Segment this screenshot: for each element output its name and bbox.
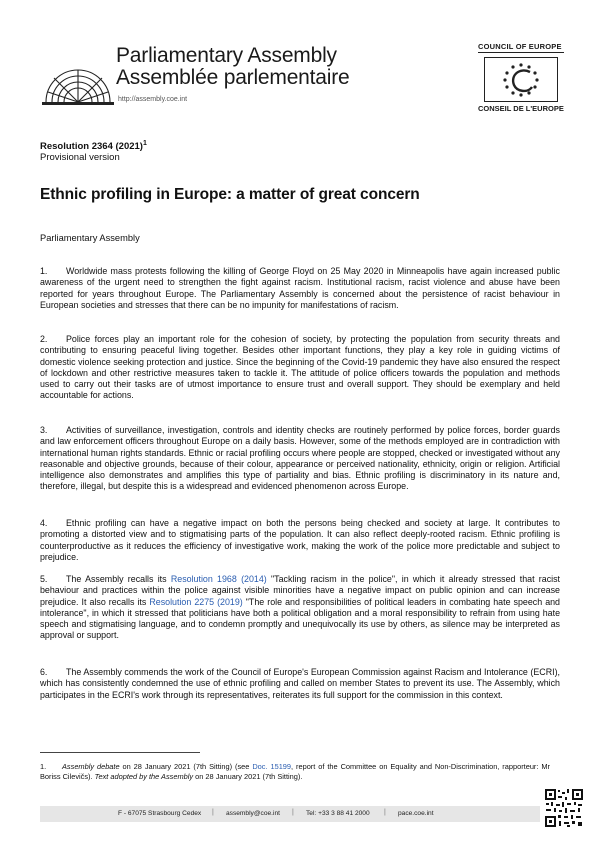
doc-15199-link[interactable]: Doc. 15199 (252, 762, 292, 771)
paragraph-2: 2. Police forces play an important role for the cohesion of society, by protecting the population from security threats and contributing to ensuring peaceful living together. Besides other important functions, they play a key role in guiding victims of domestic violence seeking protection and justice. Since the beginning of the Covid-19 pandemic they have also ensured the respect of lockdown and other restrictive measures taken to tackle it. The attitude of police officers towards the population and methods used to carry out their tasks are of utmost importance to ensure trust and overall support. They should be exemplary and held accountable for actions. (40, 334, 560, 401)
paragraph-6: 6. The Assembly commends the work of the Council of Europe's European Commission against Racism and Intolerance (ECRI), which has consistently condemned the use of ethnic profiling and called on member States to prevent its use. The Assembly, which participates in the ECRI's work through its representatives, reiterates its full support for the commission in this context. (40, 667, 560, 700)
pace-hemicycle-icon (40, 42, 114, 110)
paragraph-4: 4. Ethnic profiling can have a negative impact on both the persons being checked and society at large. It contributes to promoting a distorted view and to stigmatising parts of the population. It can also reflect deeply-rooted racism. Ethnic profiling is counterproductive as it reduces the efficiency of investigative work, making the work of the police more predictable and subject to prejudice. (40, 518, 560, 562)
resolution-1968-link[interactable]: Resolution 1968 (2014) (170, 574, 267, 584)
assembly-name-fr: Assemblée parlementaire (116, 66, 350, 89)
footnote-rule (40, 752, 200, 753)
footer-phone: Tel: +33 3 88 41 2000 (306, 810, 370, 817)
resolution-number: Resolution 2364 $(2021)^1$ (40, 140, 147, 153)
assembly-url[interactable]: http://assembly.coe.int (118, 96, 188, 103)
paragraph-5: 5. The Assembly recalls its Resolution 1968 (2014) "Tackling racism in the police", in which it already stressed that racist behaviour and practices within the police against visible minorities have a negative impact on public opinion and can increase prejudice. It also recalls its Resolution 2275 (2019) "The role and responsibilities of political leaders in combating hate speech and intolerance", in which it stressed that politicians have both a political obligation and a moral responsibility to refrain from using hate speech and stigmatising language, and to condemn promptly and unequivocally its use by others, as silence may be interpreted as approval or support. (40, 574, 561, 641)
coe-rule (478, 52, 564, 53)
footer-separator: | (384, 809, 386, 816)
footer-separator: | (292, 809, 294, 816)
qr-code-icon (544, 788, 584, 828)
footer-address: F - 67075 Strasbourg Cedex (118, 810, 202, 817)
footnote: 1. Assembly debate on 28 January 2021 (7th Sitting) (see Doc. 15199, report of the Committee on Equality and Non-Discrimination, rapporteur: Mr Boriss Cilevičs). Text adopted by the Assembly on 28 January 2021 (7th Sitting). (40, 762, 550, 781)
assembly-name-en: Parliamentary Assembly (116, 44, 337, 67)
resolution-2275-link[interactable]: Resolution 2275 (2019) (149, 596, 243, 607)
document-title: Ethnic profiling in Europe: a matter of great concern (40, 186, 420, 203)
coe-name-fr: CONSEIL DE L'EUROPE (478, 104, 564, 113)
footer-bar (40, 806, 540, 822)
document-author: Parliamentary Assembly (40, 233, 140, 243)
footnote-ref[interactable]: 1 (142, 140, 147, 147)
coe-name-en: COUNCIL OF EUROPE (478, 42, 562, 51)
paragraph-3: 3. Activities of surveillance, investigation, controls and identity checks are routinely performed by police forces, border guards and law enforcement officers throughout Europe on a daily basis. However, some of the methods employed are in contradiction with international human rights standards. Ethnic or racial profiling occurs where people are stopped, checked or investigated without any reasonable and objective grounds, because of their colour, appearance or perceived nationality, ethnicity, origin or religion. Artificial intelligence also demonstrates and amplifies this type of partiality and bias. Ethnic profiling is discriminatory in its nature and, therefore, illegal, but despite this is a widespread and evidenced phenomenon across Europe. (40, 425, 560, 492)
paragraph-1: 1. Worldwide mass protests following the killing of George Floyd on 25 May 2020 in Minneapolis have again increased public awareness of the urgent need to strengthen the fight against racism. Institutional racism, racist violence and abuse have been reported for years throughout Europe. The Parliamentary Assembly is concerned about the persistence of racist behaviour in European societies and stresses that there can be no impunity for manifestations of racism. (40, 266, 560, 310)
footer-email[interactable]: assembly@coe.int (226, 810, 280, 817)
footer-website[interactable]: pace.coe.int (398, 810, 434, 817)
version-status: Provisional version (40, 152, 120, 163)
coe-stars-icon (484, 57, 558, 102)
footer-separator: | (212, 809, 214, 816)
